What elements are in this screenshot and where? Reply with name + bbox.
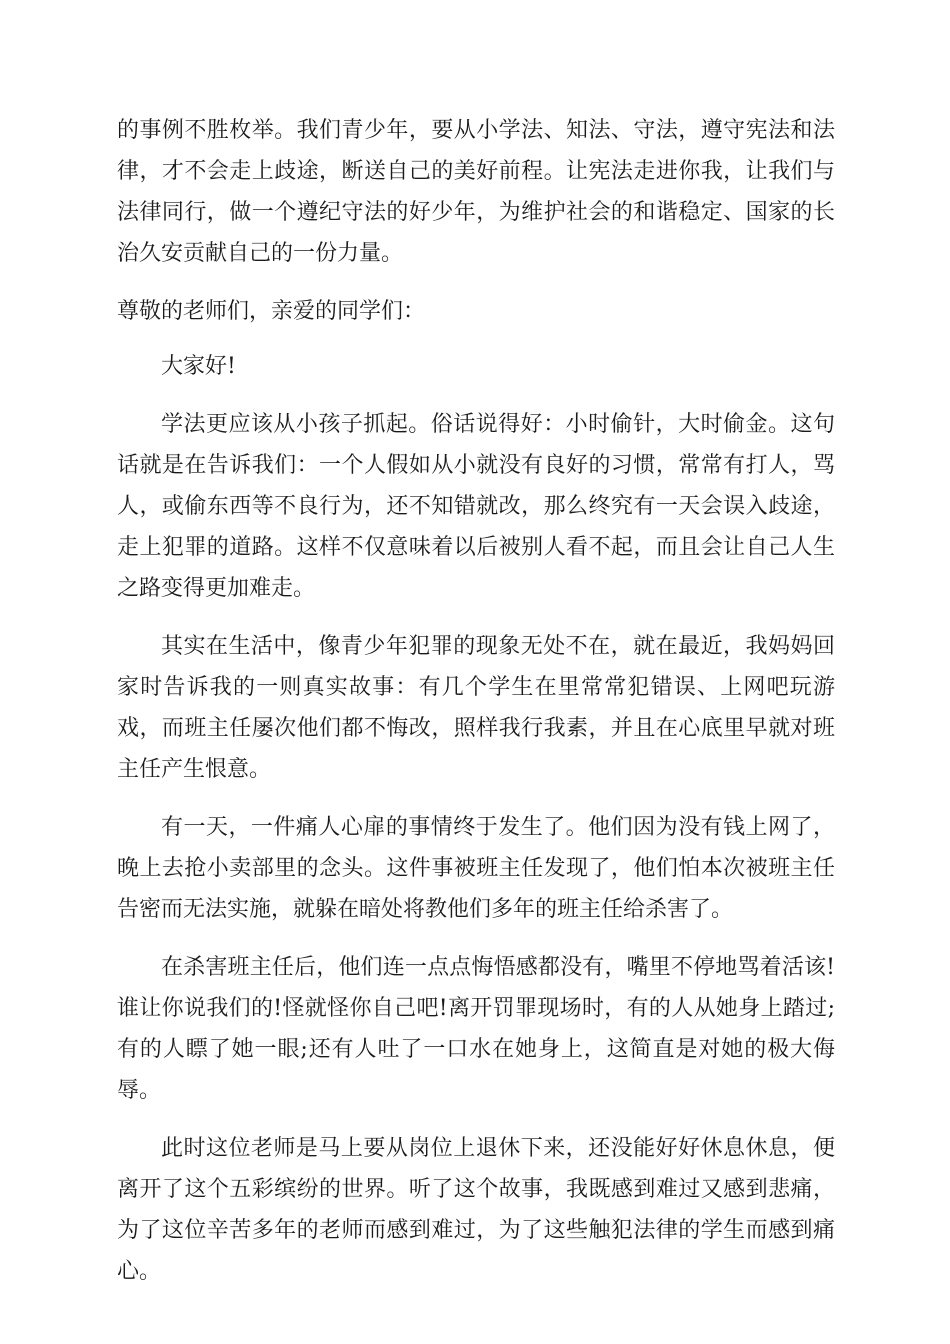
salutation: 尊敬的老师们，亲爱的同学们： [117,299,426,324]
paragraph-continuation: 的事例不胜枚举。我们青少年，要从小学法、知法、守法，遵守宪法和法律，才不会走上歧途，断送自己的美好前程。让宪法走进你我，让我们与法律同行，做一个遵纪守法的好少年，为维护社会的和谐稳定、国家的长治久安贡献自己的一份力量。 [117,118,835,266]
greeting: 大家好! [161,354,236,379]
paragraph-real-story: 其实在生活中，像青少年犯罪的现象无处不在，就在最近，我妈妈回家时告诉我的一则真实故事：有几个学生在里常常犯错误、上网吧玩游戏，而班主任屡次他们都不悔改，照样我行我素，并且在心底里早就对班主任产生恨意。 [117,634,835,782]
document-body [117,110,835,1309]
paragraph-incident: 有一天，一件痛人心扉的事情终于发生了。他们因为没有钱上网了，晚上去抢小卖部里的念头。这件事被班主任发现了，他们怕本次被班主任告密而无法实施，就躲在暗处将教他们多年的班主任给杀害了。 [117,815,835,922]
paragraph-aftermath: 在杀害班主任后，他们连一点点悔悟感都没有，嘴里不停地骂着活该!谁让你说我们的!怪就怪你自己吧!离开罚罪现场时，有的人从她身上踏过;有的人瞟了她一眼;还有人吐了一口水在她身上，这简直是对她的极大侮辱。 [117,955,835,1103]
paragraph-learn-law-early: 学法更应该从小孩子抓起。俗话说得好：小时偷针，大时偷金。这句话就是在告诉我们：一个人假如从小就没有良好的习惯，常常有打人，骂人，或偷东西等不良行为，还不知错就改，那么终究有一天会误入歧途，走上犯罪的道路。这样不仅意味着以后被别人看不起，而且会让自己人生之路变得更加难走。 [117,412,835,601]
paragraph-reflection: 此时这位老师是马上要从岗位上退休下来，还没能好好休息休息，便离开了这个五彩缤纷的世界。听了这个故事，我既感到难过又感到悲痛，为了这位辛苦多年的老师而感到难过，为了这些触犯法律的学生而感到痛心。 [117,1136,835,1284]
